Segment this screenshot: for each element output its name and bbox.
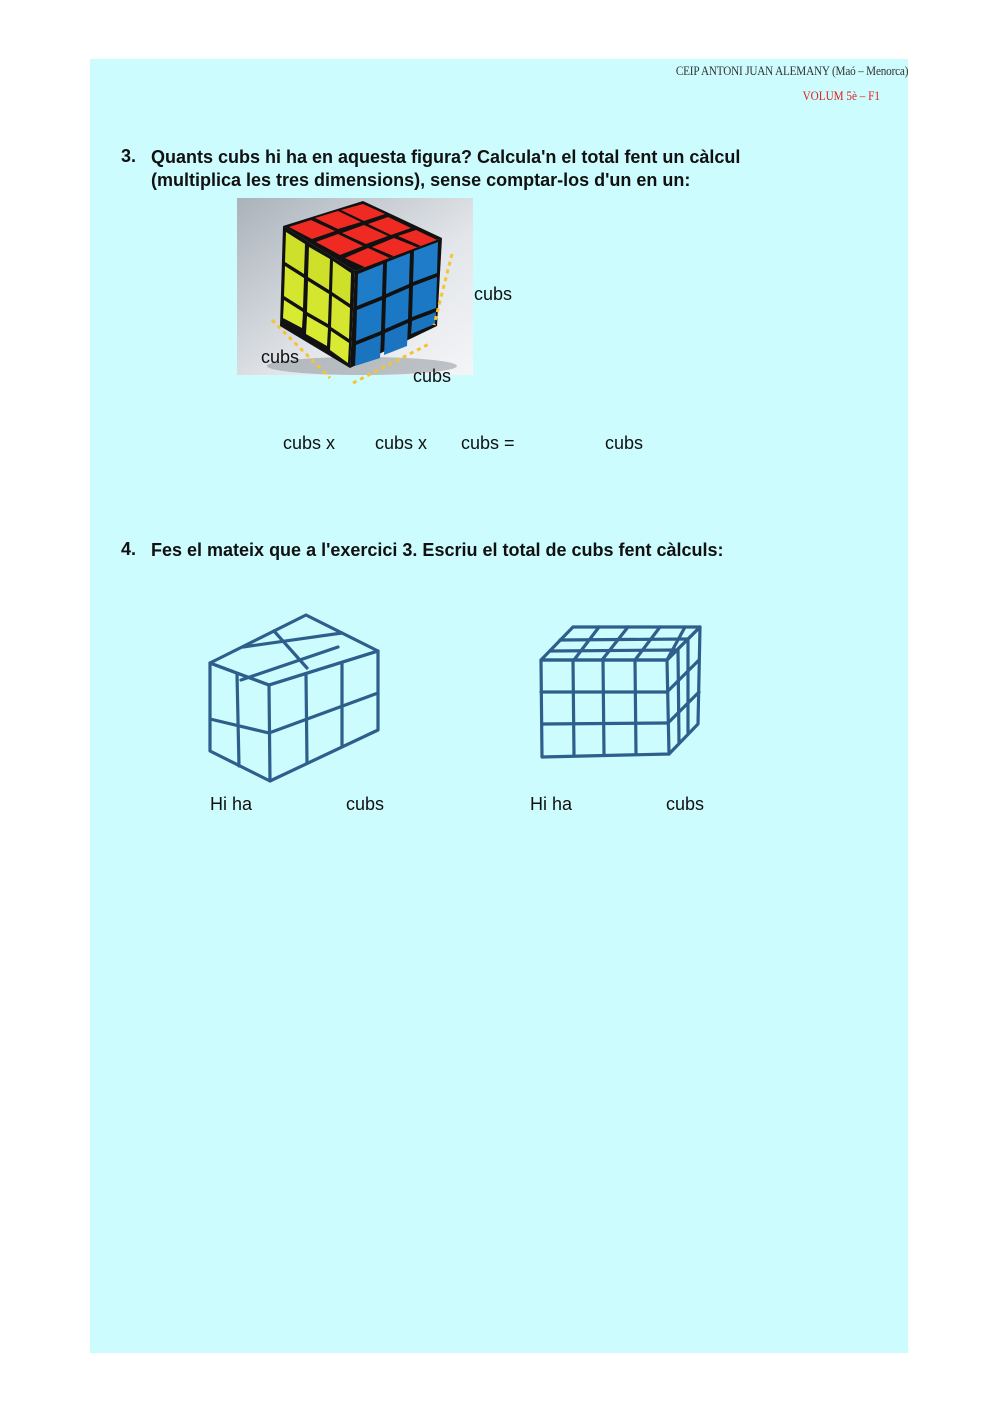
cuboid-figure-1 bbox=[200, 605, 390, 790]
cuboid-figure-2 bbox=[530, 620, 710, 765]
exercise-3-question-line2: (multiplica les tres dimensions), sense comptar-los d'un en un: bbox=[151, 170, 691, 190]
exercise-4-question: Fes el mateix que a l'exercici 3. Escriu el total de cubs fent càlculs: bbox=[151, 540, 724, 560]
exercise-3-question-line1: Quants cubs hi ha en aquesta figura? Calcula'n el total fent un càlcul bbox=[151, 147, 741, 167]
volume-header: VOLUM 5è – F1 bbox=[802, 88, 880, 103]
school-header: CEIP ANTONI JUAN ALEMANY (Maó – Menorca) bbox=[675, 63, 908, 78]
equation-factor-1: cubs x bbox=[283, 433, 336, 453]
figure-1-prefix: Hi ha bbox=[210, 794, 253, 814]
figure-1-suffix: cubs bbox=[346, 794, 385, 814]
equation-result: cubs bbox=[605, 433, 644, 453]
equation-factor-3: cubs = bbox=[461, 433, 515, 453]
width-label: cubs bbox=[413, 366, 452, 386]
exercise-4-number: 4. bbox=[121, 539, 137, 559]
equation-factor-2: cubs x bbox=[375, 433, 428, 453]
height-label: cubs bbox=[474, 284, 513, 304]
figure-2-prefix: Hi ha bbox=[530, 794, 573, 814]
exercise-3-number: 3. bbox=[121, 146, 137, 166]
depth-label: cubs bbox=[261, 347, 300, 367]
figure-2-suffix: cubs bbox=[666, 794, 705, 814]
